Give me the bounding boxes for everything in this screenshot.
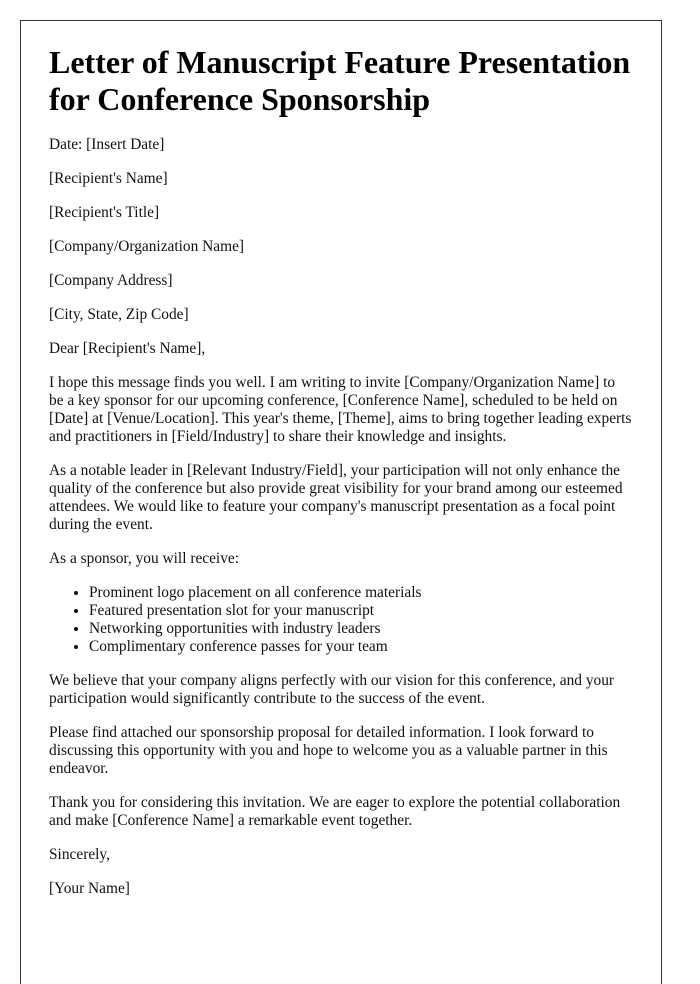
city-state-zip: [City, State, Zip Code] bbox=[49, 306, 189, 323]
benefit-item: • Featured presentation slot for your manuscript bbox=[89, 602, 633, 620]
leadership-paragraph: As a notable leader in [Relevant Industry/Field], your participation will not only enhance the quality of the conference but also provide great visibility for your brand among our esteemed attendees. We would like to feature your company's manuscript presentation as a focal point during the event. bbox=[49, 462, 623, 533]
recipient-name: [Recipient's Name] bbox=[49, 170, 168, 187]
company-address: [Company Address] bbox=[49, 272, 173, 289]
benefits-list bbox=[49, 584, 633, 656]
thank-you-paragraph: Thank you for considering this invitation. We are eager to explore the potential collaboration and make [Conference Name] a remarkable event together. bbox=[49, 794, 621, 829]
signature-name: [Your Name] bbox=[49, 880, 130, 897]
intro-paragraph: I hope this message finds you well. I am writing to invite [Company/Organization Name] to be a key sponsor for our upcoming conference, [Conference Name], scheduled to be held on [Date] at [Venue/Location]. This year's theme, [Theme], aims to bring together leading experts and practitioners in [Field/Industry] to share their knowledge and insights. bbox=[49, 374, 632, 445]
benefit-item: • Prominent logo placement on all conference materials bbox=[89, 584, 633, 602]
benefit-item: • Networking opportunities with industry leaders bbox=[89, 620, 633, 638]
alignment-paragraph: We believe that your company aligns perfectly with our vision for this conference, and your participation would significantly contribute to the success of the event. bbox=[49, 672, 615, 707]
recipient-title: [Recipient's Title] bbox=[49, 204, 160, 221]
benefits-intro: As a sponsor, you will receive: bbox=[49, 550, 240, 567]
salutation: Dear [Recipient's Name], bbox=[49, 340, 206, 357]
company-name: [Company/Organization Name] bbox=[49, 238, 245, 255]
proposal-paragraph: Please find attached our sponsorship proposal for detailed information. I look forward to discussing this opportunity with you and hope to welcome you as a valuable partner in this endeavor. bbox=[49, 724, 608, 777]
letter bbox=[20, 20, 662, 984]
sign-off: Sincerely, bbox=[49, 846, 110, 863]
benefit-item: • Complimentary conference passes for your team bbox=[89, 638, 633, 656]
date-line: Date: [Insert Date] bbox=[49, 136, 165, 153]
letter-title: Letter of Manuscript Feature Presentation for Conference Sponsorship bbox=[49, 44, 631, 117]
